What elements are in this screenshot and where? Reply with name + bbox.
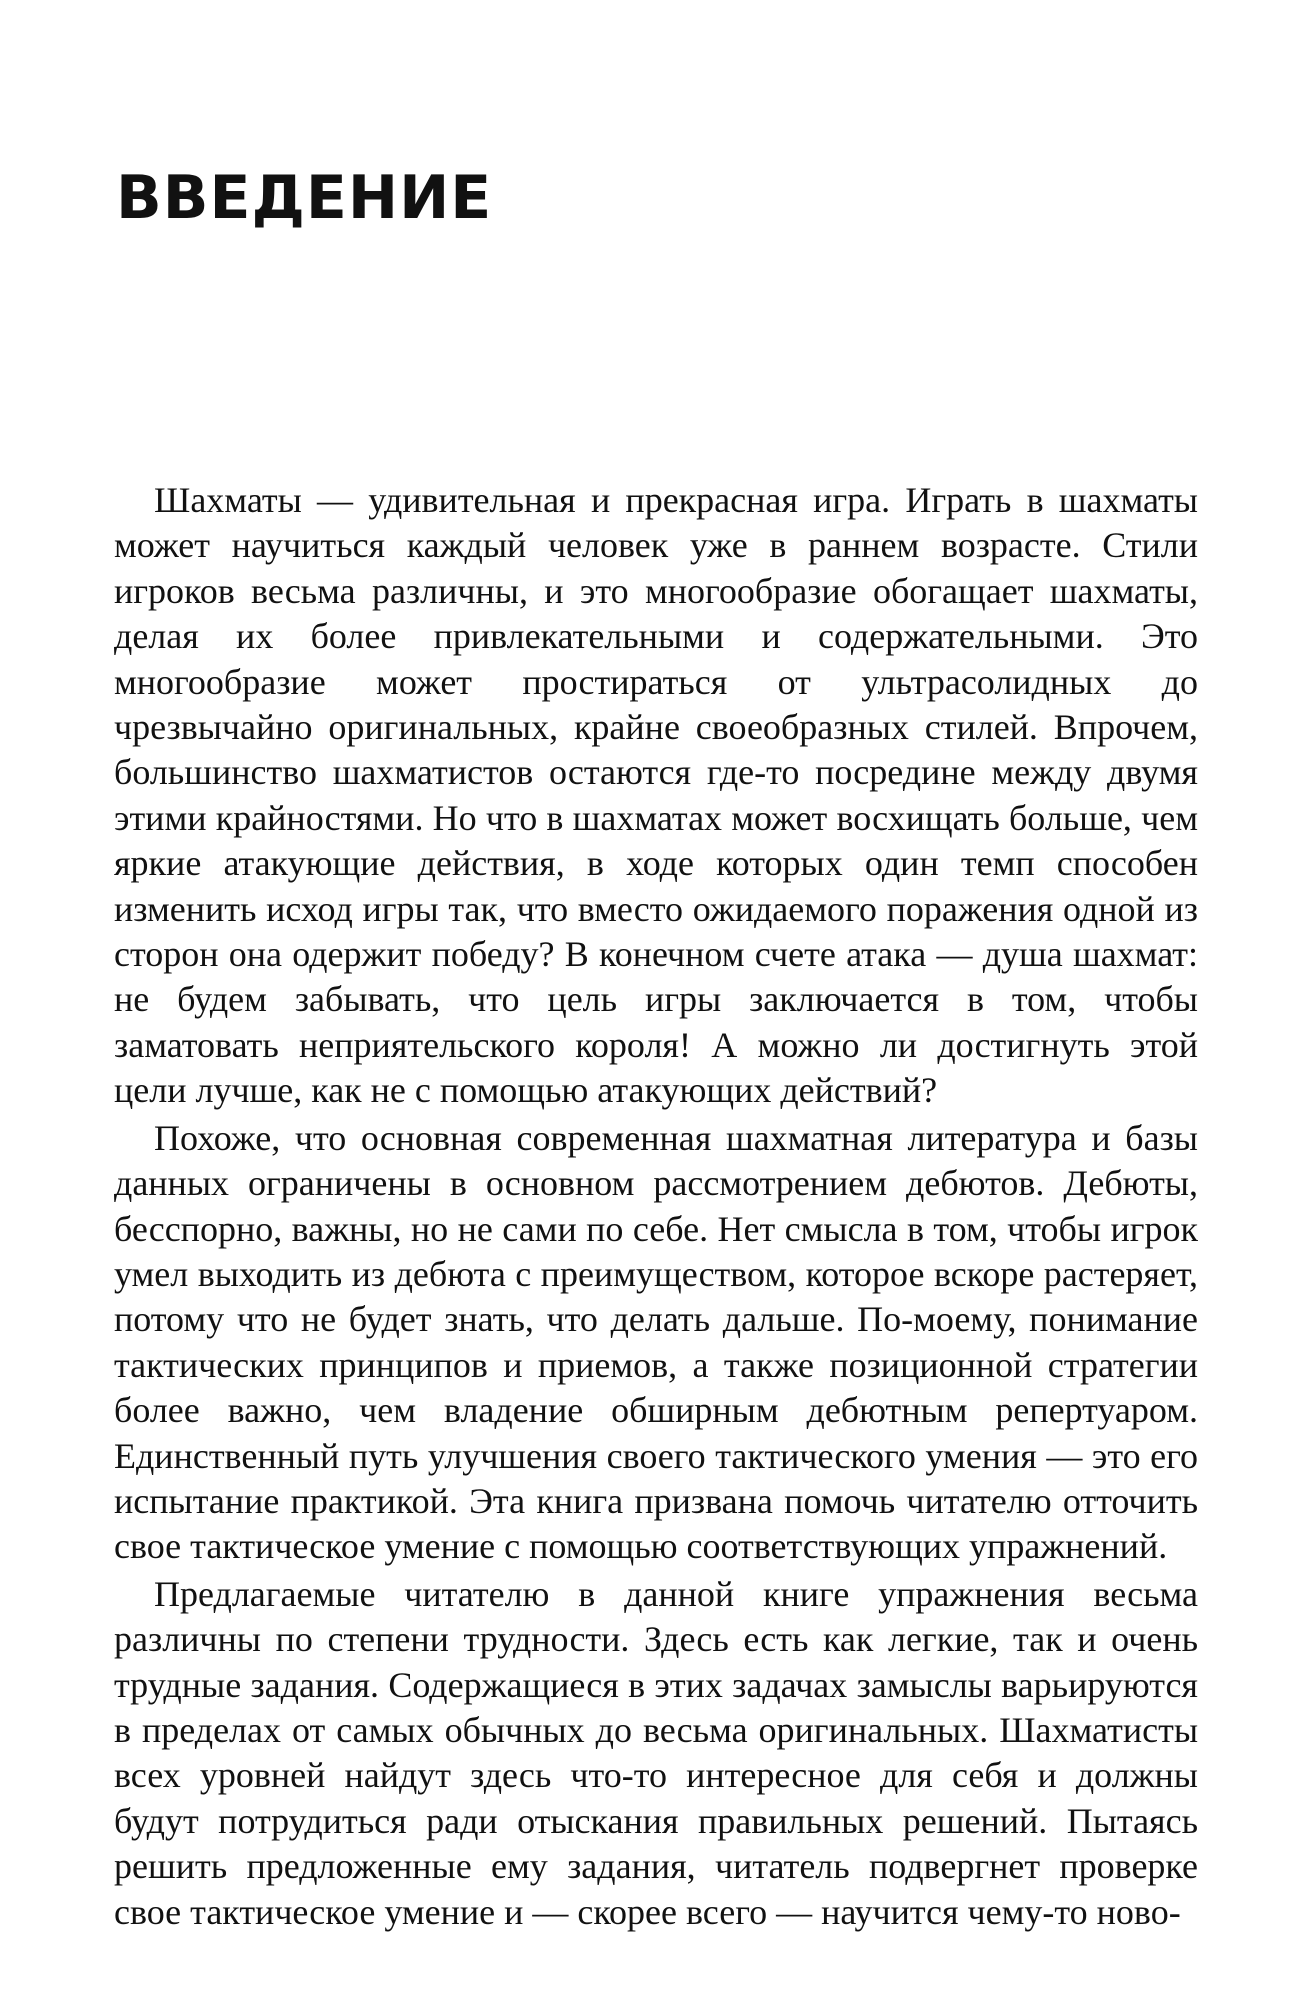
paragraph: Шахматы — удивительная и прекрасная игра. Играть в шахматы может научиться каждый человек уже в раннем возрасте. Стили игроков весьма различны, и это многообразие обогащает шахматы, делая их более привлекательными и содержательными. Это многообразие может простираться от ультрасолидных до чрезвычайно оригинальных, крайне своеобразных стилей. Впрочем, большинство шахматистов остаются где-то посредине между двумя этими крайностями. Но что в шахматах может восхищать больше, чем яркие атакующие действия, в ходе которых один темп способен изменить исход игры так, что вместо ожидаемого поражения одной из сторон она одержит победу? В конечном счете атака — душа шахмат: не будем забывать, что цель игры заключается в том, чтобы заматовать неприятельского короля! А можно ли достигнуть этой цели лучше, как не с помощью атакующих действий? [114,480,1198,1111]
chapter-title: ВВЕДЕНИЕ [116,163,493,233]
paragraph: Предлагаемые читателю в данной книге упражнения весьма различны по степени трудности. Здесь есть как легкие, так и очень трудные задания. Содержащиеся в этих задачах замыслы варьируются в пределах от самых обычных до весьма оригинальных. Шахматисты всех уровней найдут здесь что-то интересное для себя и должны будут потрудиться ради отыскания правильных решений. Пытаясь решить предложенные ему задания, читатель подвергнет проверке свое тактическое умение и — скорее всего — научится чему-то ново- [114,1573,1198,1932]
paragraph: Похоже, что основная современная шахматная литература и базы данных ограничены в основном рассмотрением дебютов. Дебюты, бесспорно, важны, но не сами по себе. Нет смысла в том, чтобы игрок умел выходить из дебюта с преимуществом, которое вскоре растеряет, потому что не будет знать, что делать дальше. По-моему, понимание тактических принципов и приемов, а также позиционной стратегии более важно, чем владение обширным дебютным репертуаром. Единственный путь улучшения своего тактического умения — это его испытание практикой. Эта книга призвана помочь читателю отточить свое тактическое умение с помощью соответствующих упражнений. [114,1117,1198,1567]
body-text [114,478,1198,1937]
